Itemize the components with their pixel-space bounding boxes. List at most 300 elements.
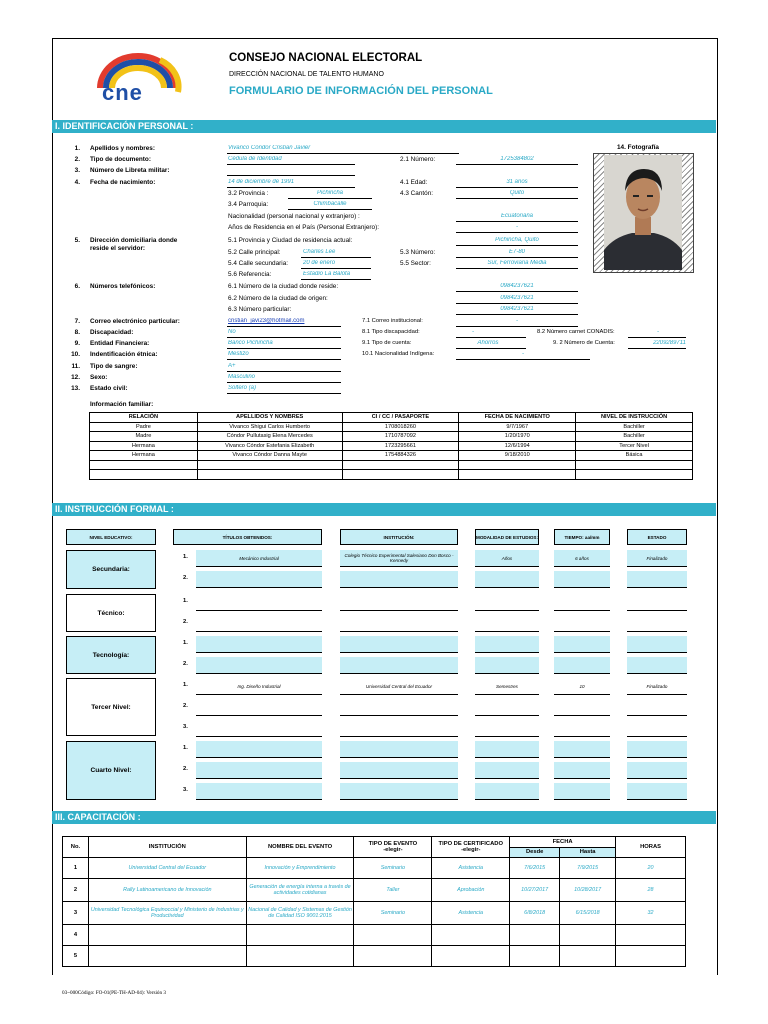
edu-status[interactable] xyxy=(627,636,687,653)
edu-mode[interactable] xyxy=(475,699,539,716)
table-cell[interactable] xyxy=(616,925,686,946)
event-type-choose: -elegir- xyxy=(383,847,403,853)
phone-origin-label: 6.2 Número de la ciudad de origen: xyxy=(228,295,328,302)
inst-email-value[interactable]: - xyxy=(516,318,518,324)
table-cell[interactable] xyxy=(560,946,616,967)
table-cell[interactable] xyxy=(90,460,198,470)
residence-years-value[interactable]: - xyxy=(516,224,518,230)
edu-mode[interactable] xyxy=(475,594,539,611)
table-cell[interactable]: Madre xyxy=(90,432,198,442)
edu-title[interactable]: Ing. Diseño Industrial xyxy=(196,678,322,695)
edu-row-number: 1. xyxy=(183,598,188,604)
edu-status[interactable]: Finalizado xyxy=(627,678,687,695)
table-cell[interactable]: Seminario xyxy=(354,902,432,925)
field-line xyxy=(288,209,372,210)
edu-title[interactable] xyxy=(196,571,322,588)
profile-photo xyxy=(604,155,682,270)
disability-type-label: 8.1 Tipo discapacidad: xyxy=(362,329,420,335)
table-cell[interactable]: 10/28/2017 xyxy=(560,879,616,902)
col-from: Desde xyxy=(510,847,560,858)
civil-value[interactable]: Soltero (a) xyxy=(228,385,257,391)
table-cell[interactable]: 6/15/2018 xyxy=(560,902,616,925)
table-row xyxy=(63,902,686,925)
field-line xyxy=(227,164,355,165)
conadis-value[interactable]: - xyxy=(657,329,659,335)
table-cell[interactable]: Bachiller xyxy=(576,422,693,432)
birth-label: Fecha de nacimiento: xyxy=(90,179,156,186)
phone-city-value[interactable]: 0984237621 xyxy=(500,283,534,289)
main-street-value[interactable]: Charles Lee xyxy=(303,249,336,255)
col-names: APELLIDOS Y NOMBRES xyxy=(197,413,342,423)
table-cell[interactable]: 9/18/2010 xyxy=(459,451,576,461)
field-line xyxy=(301,257,371,258)
edu-title[interactable] xyxy=(196,699,322,716)
edu-time[interactable] xyxy=(554,571,610,588)
table-cell[interactable]: 32 xyxy=(616,902,686,925)
field-line xyxy=(456,337,526,338)
edu-status[interactable]: Finalizado xyxy=(627,550,687,567)
edu-row-number: 3. xyxy=(183,787,188,793)
table-cell[interactable] xyxy=(88,946,246,967)
sex-label: Sexo: xyxy=(90,374,108,381)
blood-value[interactable]: A+ xyxy=(228,363,236,369)
account-number-label: 9. 2 Número de Cuenta: xyxy=(553,340,615,346)
col-status: ESTADO xyxy=(627,529,687,545)
table-row xyxy=(63,879,686,902)
table-row xyxy=(63,925,686,946)
edu-title[interactable] xyxy=(196,615,322,632)
edu-status[interactable] xyxy=(627,720,687,737)
disability-type-value[interactable]: - xyxy=(472,329,474,335)
table-cell[interactable] xyxy=(459,470,576,480)
edu-institution[interactable] xyxy=(340,615,458,632)
age-label: 4.1 Edad: xyxy=(400,179,428,186)
table-cell[interactable] xyxy=(576,470,693,480)
row-no: 1 xyxy=(63,858,89,879)
house-number-value[interactable]: E7-80 xyxy=(508,249,525,255)
edu-status[interactable] xyxy=(627,657,687,674)
doc-type-value[interactable]: Cédula de Identidad xyxy=(228,156,282,162)
col-education: NIVEL DE INSTRUCCIÓN xyxy=(576,413,693,423)
table-cell[interactable] xyxy=(354,946,432,967)
footer-code: 03~000Código: FO-01(PE-TH-AD-04): Versión 3 xyxy=(62,990,167,996)
col-institution: INSTITUCIÓN: xyxy=(340,529,458,545)
edu-title[interactable] xyxy=(196,636,322,653)
field-line xyxy=(227,348,341,349)
table-cell[interactable]: Vivanco Cóndor Danna Mayte xyxy=(197,451,342,461)
edu-title[interactable] xyxy=(196,720,322,737)
table-cell[interactable] xyxy=(432,946,510,967)
row-no: 2 xyxy=(63,879,89,902)
civil-label: Estado civil: xyxy=(90,385,128,392)
edu-status[interactable] xyxy=(627,594,687,611)
table-row xyxy=(90,460,693,470)
edu-row-number: 2. xyxy=(183,575,188,581)
item-number: 10. xyxy=(71,351,80,358)
email-label: Correo electrónico particular: xyxy=(90,318,180,325)
table-cell[interactable]: Asistencia xyxy=(432,858,510,879)
edu-status[interactable] xyxy=(627,783,687,800)
edu-title[interactable] xyxy=(196,594,322,611)
edu-title[interactable] xyxy=(196,762,322,779)
nationality-value[interactable]: Ecuatoriana xyxy=(500,213,534,219)
field-line xyxy=(628,348,686,349)
edu-institution[interactable] xyxy=(340,720,458,737)
residence-years-label: Años de Residencia en el País (Personal Extranjero): xyxy=(228,224,379,231)
table-cell[interactable] xyxy=(560,925,616,946)
org-name: CONSEJO NACIONAL ELECTORAL xyxy=(229,52,423,64)
item-number: 13. xyxy=(71,385,80,392)
province-label: 3.2 Provincia : xyxy=(228,190,269,197)
table-cell[interactable]: Nacional de Calidad y Sistemas de Gestión de Calidad ISO 9001:2015 xyxy=(246,902,354,925)
phone-city-label: 6.1 Número de la ciudad donde reside: xyxy=(228,283,339,290)
edu-status[interactable] xyxy=(627,762,687,779)
table-cell[interactable]: 6/8/2018 xyxy=(510,902,560,925)
item-number: 11. xyxy=(71,363,80,370)
cert-type-choose: -elegir- xyxy=(461,847,481,853)
military-label: Número de Libreta militar: xyxy=(90,167,170,174)
account-type-label: 9.1 Tipo de cuenta: xyxy=(362,340,412,346)
nationality-label: Nacionalidad (personal nacional y extranjero) : xyxy=(228,213,360,220)
edu-mode[interactable] xyxy=(475,741,539,758)
table-cell[interactable]: Hermana xyxy=(90,441,198,451)
table-cell[interactable]: Rally Latinoamericano de Innovación xyxy=(88,879,246,902)
training-header-row xyxy=(63,837,686,848)
edu-mode[interactable] xyxy=(475,657,539,674)
edu-title[interactable]: Mecánico Industrial xyxy=(196,550,322,567)
form-title: FORMULARIO DE INFORMACIÓN DEL PERSONAL xyxy=(229,85,493,97)
edu-institution[interactable] xyxy=(340,636,458,653)
field-line xyxy=(628,337,686,338)
level-secondary: Secundaria: xyxy=(66,550,156,589)
level-technology: Tecnología: xyxy=(66,636,156,674)
col-level: NIVEL EDUCATIVO: xyxy=(66,529,156,545)
table-cell[interactable] xyxy=(246,946,354,967)
table-cell[interactable] xyxy=(197,460,342,470)
edu-row-number: 2. xyxy=(183,766,188,772)
bank-value[interactable]: Banco Pichincha xyxy=(228,340,273,346)
item-number: 8. xyxy=(74,329,80,336)
table-cell[interactable] xyxy=(197,470,342,480)
edu-time[interactable] xyxy=(554,699,610,716)
col-id: CI / CC / PASAPORTE xyxy=(342,413,459,423)
table-cell[interactable] xyxy=(510,946,560,967)
table-row xyxy=(90,470,693,480)
edu-title[interactable] xyxy=(196,783,322,800)
residence-city-value[interactable]: Pichincha, Quito xyxy=(495,237,539,243)
province-value[interactable]: Pichincha xyxy=(316,190,343,196)
edu-time[interactable] xyxy=(554,741,610,758)
col-inst: INSTITUCIÓN xyxy=(88,837,246,858)
edu-mode[interactable]: Años xyxy=(475,550,539,567)
ethnicity-value[interactable]: Mestizo xyxy=(228,351,249,357)
table-cell[interactable] xyxy=(510,925,560,946)
item-number: 4. xyxy=(74,179,80,186)
account-number-value[interactable]: 2209289711 xyxy=(653,340,686,346)
edu-row-number: 1. xyxy=(183,745,188,751)
col-birth: FECHA DE NACIMIENTO xyxy=(459,413,576,423)
edu-title[interactable] xyxy=(196,741,322,758)
field-line xyxy=(456,303,578,304)
disability-label: Discapacidad: xyxy=(90,329,134,336)
family-header-row xyxy=(90,413,693,423)
table-cell[interactable] xyxy=(576,460,693,470)
table-cell[interactable]: Bachiller xyxy=(576,432,693,442)
row-no: 3 xyxy=(63,902,89,925)
inst-email-label: 7.1 Correo institucional: xyxy=(362,318,423,324)
field-line xyxy=(456,257,578,258)
table-cell[interactable]: Generación de energía interna a través de actividades cotidianas xyxy=(246,879,354,902)
doc-type-label: Tipo de documento: xyxy=(90,156,151,163)
email-value[interactable]: cristian_javi23@hotmail.com xyxy=(228,318,305,324)
field-line xyxy=(227,359,341,360)
department: DIRECCIÓN NACIONAL DE TALENTO HUMANO xyxy=(229,71,384,78)
edu-mode[interactable] xyxy=(475,720,539,737)
cert-type-label: TIPO DE CERTIFICADO xyxy=(438,841,503,847)
training-table xyxy=(62,836,686,967)
table-cell[interactable] xyxy=(616,946,686,967)
indigenous-label: 10.1 Nacionalidad Indígena: xyxy=(362,351,435,357)
field-line xyxy=(227,326,341,327)
field-line xyxy=(227,393,341,394)
item-number: 3. xyxy=(74,167,80,174)
residence-city-label: 5.1 Provincia y Ciudad de residencia actual: xyxy=(228,237,353,244)
edu-institution[interactable] xyxy=(340,594,458,611)
table-cell[interactable]: 1754884326 xyxy=(342,451,459,461)
level-third: Tercer Nivel: xyxy=(66,678,156,736)
edu-institution[interactable] xyxy=(340,699,458,716)
table-cell[interactable]: 1723295661 xyxy=(342,441,459,451)
table-cell[interactable] xyxy=(354,925,432,946)
edu-time[interactable] xyxy=(554,657,610,674)
bank-label: Entidad Financiera: xyxy=(90,340,150,347)
item-number: 9. xyxy=(74,340,80,347)
table-cell[interactable]: 10/27/2017 xyxy=(510,879,560,902)
table-cell[interactable]: 9/7/1967 xyxy=(459,422,576,432)
field-line xyxy=(456,232,578,233)
names-value[interactable]: Vivanco Cóndor Cristian Javier xyxy=(228,145,311,151)
table-cell[interactable]: 1708018260 xyxy=(342,422,459,432)
field-line xyxy=(301,279,371,280)
phones-label: Números telefónicos: xyxy=(90,283,156,290)
photo-frame xyxy=(593,153,694,273)
table-cell[interactable]: Seminario xyxy=(354,858,432,879)
table-cell[interactable]: 12/6/1994 xyxy=(459,441,576,451)
indigenous-value[interactable]: - xyxy=(522,351,524,357)
second-street-value[interactable]: 20 de enero xyxy=(303,260,336,266)
col-date: FECHA xyxy=(510,837,616,848)
section-training: III. CAPACITACIÓN : xyxy=(52,811,716,824)
col-time: TIEMPO: aa/mm xyxy=(554,529,610,545)
parish-value[interactable]: Chimbacalle xyxy=(313,201,347,207)
section-education: II. INSTRUCCIÓN FORMAL : xyxy=(52,503,716,516)
col-to: Hasta xyxy=(560,847,616,858)
table-cell[interactable]: Taller xyxy=(354,879,432,902)
edu-status[interactable] xyxy=(627,615,687,632)
table-row xyxy=(90,432,693,442)
field-line xyxy=(456,164,578,165)
table-row xyxy=(90,422,693,432)
edu-institution[interactable] xyxy=(340,657,458,674)
item-number: 2. xyxy=(74,156,80,163)
table-cell[interactable]: Innovación y Emprendimiento xyxy=(246,858,354,879)
table-cell[interactable]: 20 xyxy=(616,858,686,879)
row-no: 4 xyxy=(63,925,89,946)
photo-label: 14. Fotografía xyxy=(617,144,659,151)
field-line xyxy=(227,175,355,176)
canton-value[interactable]: Quito xyxy=(509,190,525,196)
cne-logo xyxy=(92,52,184,108)
reference-value[interactable]: Estadio La Balota xyxy=(303,271,351,277)
field-line xyxy=(456,348,526,349)
edu-time[interactable] xyxy=(554,615,610,632)
table-row xyxy=(90,451,693,461)
table-cell[interactable]: Cóndor Pullutasig Elena Mercedes xyxy=(197,432,342,442)
table-cell[interactable]: Básica xyxy=(576,451,693,461)
reference-label: 5.6 Referencia: xyxy=(228,271,272,278)
table-cell[interactable] xyxy=(432,925,510,946)
table-cell[interactable]: Vivanco Cóndor Estefania Elizabeth xyxy=(197,441,342,451)
col-relation: RELACIÓN xyxy=(90,413,198,423)
edu-institution[interactable] xyxy=(340,762,458,779)
level-technical: Técnico: xyxy=(66,594,156,632)
ethnicity-label: Indentificación étnica: xyxy=(90,351,158,358)
edu-status[interactable] xyxy=(627,741,687,758)
sector-label: 5.5 Sector: xyxy=(400,260,431,267)
family-title: Información familiar: xyxy=(90,401,154,408)
edu-institution[interactable] xyxy=(340,571,458,588)
family-table xyxy=(89,412,693,480)
col-cert-type xyxy=(432,837,510,858)
table-row xyxy=(63,946,686,967)
blood-label: Tipo de sangre: xyxy=(90,363,138,370)
edu-status[interactable] xyxy=(627,699,687,716)
account-type-value[interactable]: Ahorros xyxy=(477,340,499,346)
edu-row-number: 2. xyxy=(183,661,188,667)
edu-row-number: 1. xyxy=(183,682,188,688)
table-cell[interactable]: 1/20/1970 xyxy=(459,432,576,442)
col-title: TÍTULOS OBTENIDOS: xyxy=(173,529,322,545)
sector-value[interactable]: Sur, Ferroviaria Media xyxy=(487,260,547,266)
table-row xyxy=(63,858,686,879)
table-cell[interactable] xyxy=(459,460,576,470)
field-line xyxy=(456,187,578,188)
item-number: 12. xyxy=(71,374,80,381)
field-line xyxy=(227,153,459,154)
table-cell[interactable]: Universidad Tecnológica Equinoccial y Ministerio de Industrias y Productividad xyxy=(88,902,246,925)
table-cell[interactable]: 7/6/2015 xyxy=(510,858,560,879)
col-event-type xyxy=(354,837,432,858)
edu-time[interactable] xyxy=(554,594,610,611)
edu-mode[interactable] xyxy=(475,636,539,653)
event-type-label: TIPO DE EVENTO xyxy=(368,841,418,847)
doc-number-value[interactable]: 1725384802 xyxy=(500,156,534,162)
canton-label: 4.3 Cantón: xyxy=(400,190,434,197)
edu-time[interactable] xyxy=(554,720,610,737)
table-cell[interactable]: 28 xyxy=(616,879,686,902)
edu-time[interactable] xyxy=(554,783,610,800)
table-cell[interactable] xyxy=(342,460,459,470)
table-cell[interactable] xyxy=(88,925,246,946)
edu-status[interactable] xyxy=(627,571,687,588)
names-label: Apellidos y nombres: xyxy=(90,145,155,152)
parish-label: 3.4 Parroquia: xyxy=(228,201,269,208)
birth-value[interactable]: 14 de diciembre de 1991 xyxy=(228,179,295,185)
field-line xyxy=(301,268,371,269)
edu-mode[interactable] xyxy=(475,571,539,588)
table-cell[interactable]: 7/9/2015 xyxy=(560,858,616,879)
field-line xyxy=(456,245,578,246)
table-cell[interactable]: Aprobación xyxy=(432,879,510,902)
edu-institution[interactable] xyxy=(340,783,458,800)
table-cell[interactable]: Tercer Nivel xyxy=(576,441,693,451)
edu-institution[interactable]: Colegio Técnico Experimental Salesiano Don Bosco - Kennedy xyxy=(340,550,458,567)
phone-origin-value[interactable]: 0984237621 xyxy=(500,295,534,301)
sex-value[interactable]: Masculino xyxy=(228,374,256,380)
table-cell[interactable] xyxy=(246,925,354,946)
section-personal-id: I. IDENTIFICACIÓN PERSONAL : xyxy=(52,120,716,133)
phone-personal-value[interactable]: 0984237621 xyxy=(500,306,534,312)
col-event: NOMBRE DEL EVENTO xyxy=(246,837,354,858)
table-cell[interactable] xyxy=(342,470,459,480)
edu-row-number: 1. xyxy=(183,640,188,646)
address-label-2: reside el servidor: xyxy=(90,245,146,252)
field-line xyxy=(456,268,578,269)
second-street-label: 5.4 Calle secundaria: xyxy=(228,260,289,267)
row-no: 5 xyxy=(63,946,89,967)
col-no: No. xyxy=(63,837,89,858)
edu-mode[interactable] xyxy=(475,783,539,800)
edu-row-number: 2. xyxy=(183,619,188,625)
edu-institution[interactable] xyxy=(340,741,458,758)
edu-title[interactable] xyxy=(196,657,322,674)
table-cell[interactable]: Vivanco Shigui Carlos Humberto xyxy=(197,422,342,432)
table-cell[interactable]: Asistencia xyxy=(432,902,510,925)
field-line xyxy=(456,326,578,327)
item-number: 5. xyxy=(74,237,80,244)
main-street-label: 5.2 Calle principal: xyxy=(228,249,281,256)
table-cell[interactable]: 1710787092 xyxy=(342,432,459,442)
phone-personal-label: 6.3 Número particular: xyxy=(228,306,292,313)
table-row xyxy=(90,441,693,451)
item-number: 6. xyxy=(74,283,80,290)
edu-institution[interactable]: Universidad Central del Ecuador xyxy=(340,678,458,695)
edu-mode[interactable] xyxy=(475,762,539,779)
field-line xyxy=(227,382,341,383)
edu-time[interactable] xyxy=(554,762,610,779)
table-cell[interactable] xyxy=(90,470,198,480)
edu-mode[interactable]: Semestres xyxy=(475,678,539,695)
edu-time[interactable]: 10 xyxy=(554,678,610,695)
edu-row-number: 1. xyxy=(183,554,188,560)
edu-row-number: 2. xyxy=(183,703,188,709)
table-cell[interactable]: Padre xyxy=(90,422,198,432)
conadis-label: 8.2 Número carnet CONADIS: xyxy=(537,329,615,335)
edu-time[interactable]: 6 años xyxy=(554,550,610,567)
age-value[interactable]: 31 años xyxy=(506,179,528,185)
level-fourth: Cuarto Nivel: xyxy=(66,741,156,800)
disability-value[interactable]: No xyxy=(228,329,236,335)
field-line xyxy=(456,359,590,360)
field-line xyxy=(456,198,578,199)
edu-time[interactable] xyxy=(554,636,610,653)
field-line xyxy=(456,221,578,222)
item-number: 7. xyxy=(74,318,80,325)
table-cell[interactable]: Universidad Central del Ecuador xyxy=(88,858,246,879)
table-cell[interactable]: Hermana xyxy=(90,451,198,461)
edu-mode[interactable] xyxy=(475,615,539,632)
col-hours: HORAS xyxy=(616,837,686,858)
